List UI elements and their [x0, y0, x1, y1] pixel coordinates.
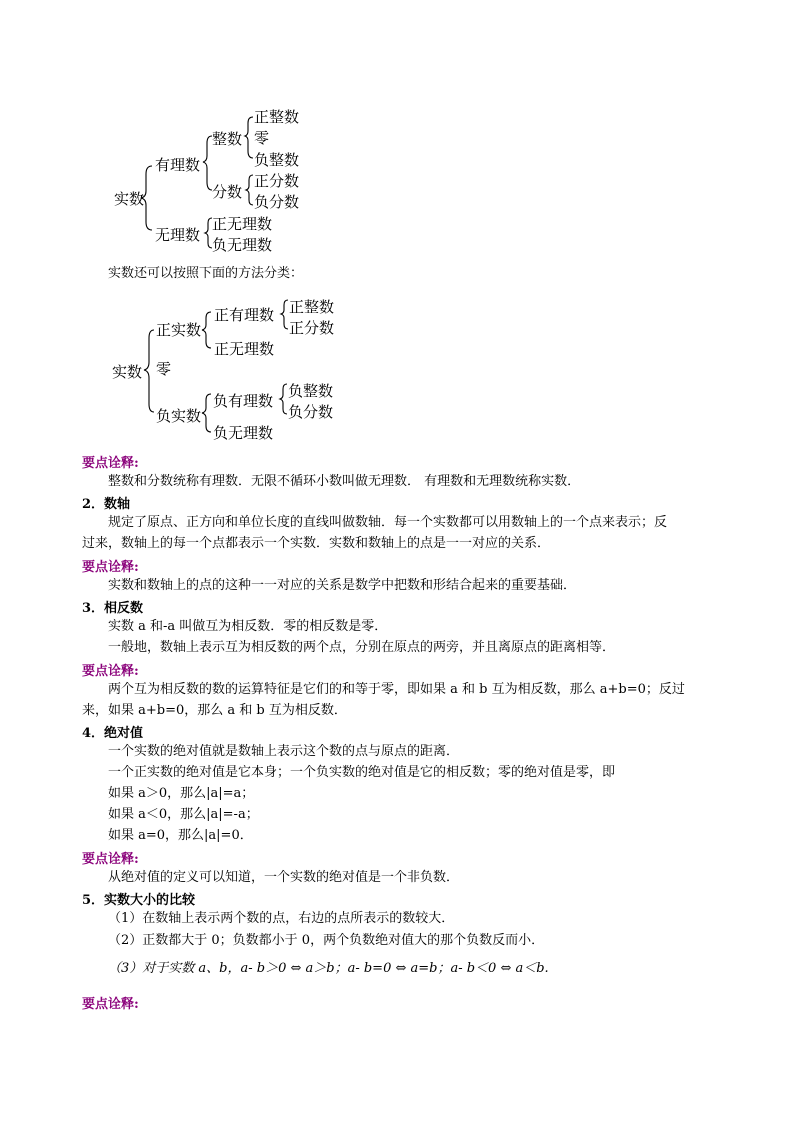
tree2-pos-real: 正实数 [156, 321, 202, 339]
tree1-zero: 零 [254, 129, 270, 147]
tree1-rational: 有理数 [155, 156, 201, 174]
tree1-neg-irr: 负无理数 [212, 236, 273, 254]
s5-item-3: （3）对于实数 a、b，a- b＞0 ⇔ a＞b；a- b=0 ⇔ a=b；a- b＜0 ⇔ a＜b. [108, 961, 549, 976]
s2-para-1b: 过来，数轴上的每一个点都表示一个实数．实数和数轴上的点是一一对应的关系． [82, 536, 551, 551]
tree1-neg-frac: 负分数 [254, 193, 300, 211]
tree2-zero: 零 [156, 360, 172, 378]
s3-para-2: 一般地，数轴上表示互为相反数的两个点，分别在原点的两旁，并且离原点的距离相等． [108, 640, 616, 655]
s4-para-2: 一个正实数的绝对值是它本身；一个负实数的绝对值是它的相反数；零的绝对值是零，即 [108, 765, 616, 780]
tree2-neg-rational: 负有理数 [213, 392, 274, 410]
s5-item-2: （2）正数都大于 0；负数都小于 0，两个负数绝对值大的那个负数反而小． [108, 933, 545, 948]
tree2-pos-frac: 正分数 [289, 319, 335, 337]
tree1-pos-frac: 正分数 [254, 172, 300, 190]
tree1-pos-int: 正整数 [254, 108, 300, 126]
tree2-root: 实数 [112, 363, 143, 381]
tree1-fraction: 分数 [212, 183, 243, 201]
s2-para-1a: 规定了原点、正方向和单位长度的直线叫做数轴．每一个实数都可以用数轴上的一个点来表示；反 [108, 515, 668, 530]
s4-para-1: 一个实数的绝对值就是数轴上表示这个数的点与原点的距离． [108, 744, 460, 759]
s2-note: 实数和数轴上的点的这种一一对应的关系是数学中把数和形结合起来的重要基础． [108, 578, 577, 593]
key-note-label: 要点诠释: [82, 852, 139, 867]
note-1: 整数和分数统称有理数．无限不循环小数叫做无理数． 有理数和无理数统称实数． [108, 474, 581, 489]
tree2-neg-int: 负整数 [288, 382, 334, 400]
tree1-integer: 整数 [212, 130, 243, 148]
tree2-neg-real: 负实数 [156, 407, 202, 425]
s5-item-1: （1）在数轴上表示两个数的点，右边的点所表示的数较大． [108, 911, 455, 926]
s4-case-1: 如果 a＞0，那么|a|=a； [108, 786, 255, 801]
s3-para-1: 实数 a 和-a 叫做互为相反数．零的相反数是零． [108, 619, 388, 634]
s4-case-2: 如果 a＜0，那么|a|=-a； [108, 807, 259, 822]
tree1-root: 实数 [114, 190, 145, 208]
key-note-label: 要点诠释: [82, 456, 139, 471]
key-note-label: 要点诠释: [82, 997, 139, 1012]
s4-case-3: 如果 a=0，那么|a|=0． [108, 828, 253, 843]
key-note-label: 要点诠释: [82, 560, 139, 575]
section-5-title: 5．实数大小的比较 [82, 893, 196, 908]
tree2-pos-int: 正整数 [289, 298, 335, 316]
tree2-neg-frac: 负分数 [288, 403, 334, 421]
key-note-label: 要点诠释: [82, 664, 139, 679]
section-4-title: 4．绝对值 [82, 726, 144, 741]
tree1-neg-int: 负整数 [254, 151, 300, 169]
tree2-brace-neg-rational [0, 0, 794, 460]
tree1-irrational: 无理数 [155, 226, 201, 244]
tree1-pos-irr: 正无理数 [212, 215, 273, 233]
tree2-pos-irr: 正无理数 [214, 340, 275, 358]
section-2-title: 2．数轴 [82, 497, 131, 512]
s3-note-a: 两个互为相反数的数的运算特征是它们的和等于零，即如果 a 和 b 互为相反数，那么 a+b=0；反过 [108, 682, 685, 697]
tree2-neg-irr: 负无理数 [213, 424, 274, 442]
section-3-title: 3．相反数 [82, 601, 144, 616]
s4-note: 从绝对值的定义可以知道，一个实数的绝对值是一个非负数． [108, 870, 460, 885]
s3-note-b: 来，如果 a+b=0，那么 a 和 b 互为相反数． [82, 703, 347, 718]
tree2-pos-rational: 正有理数 [214, 306, 275, 324]
intro-text: 实数还可以按照下面的方法分类： [108, 266, 304, 281]
